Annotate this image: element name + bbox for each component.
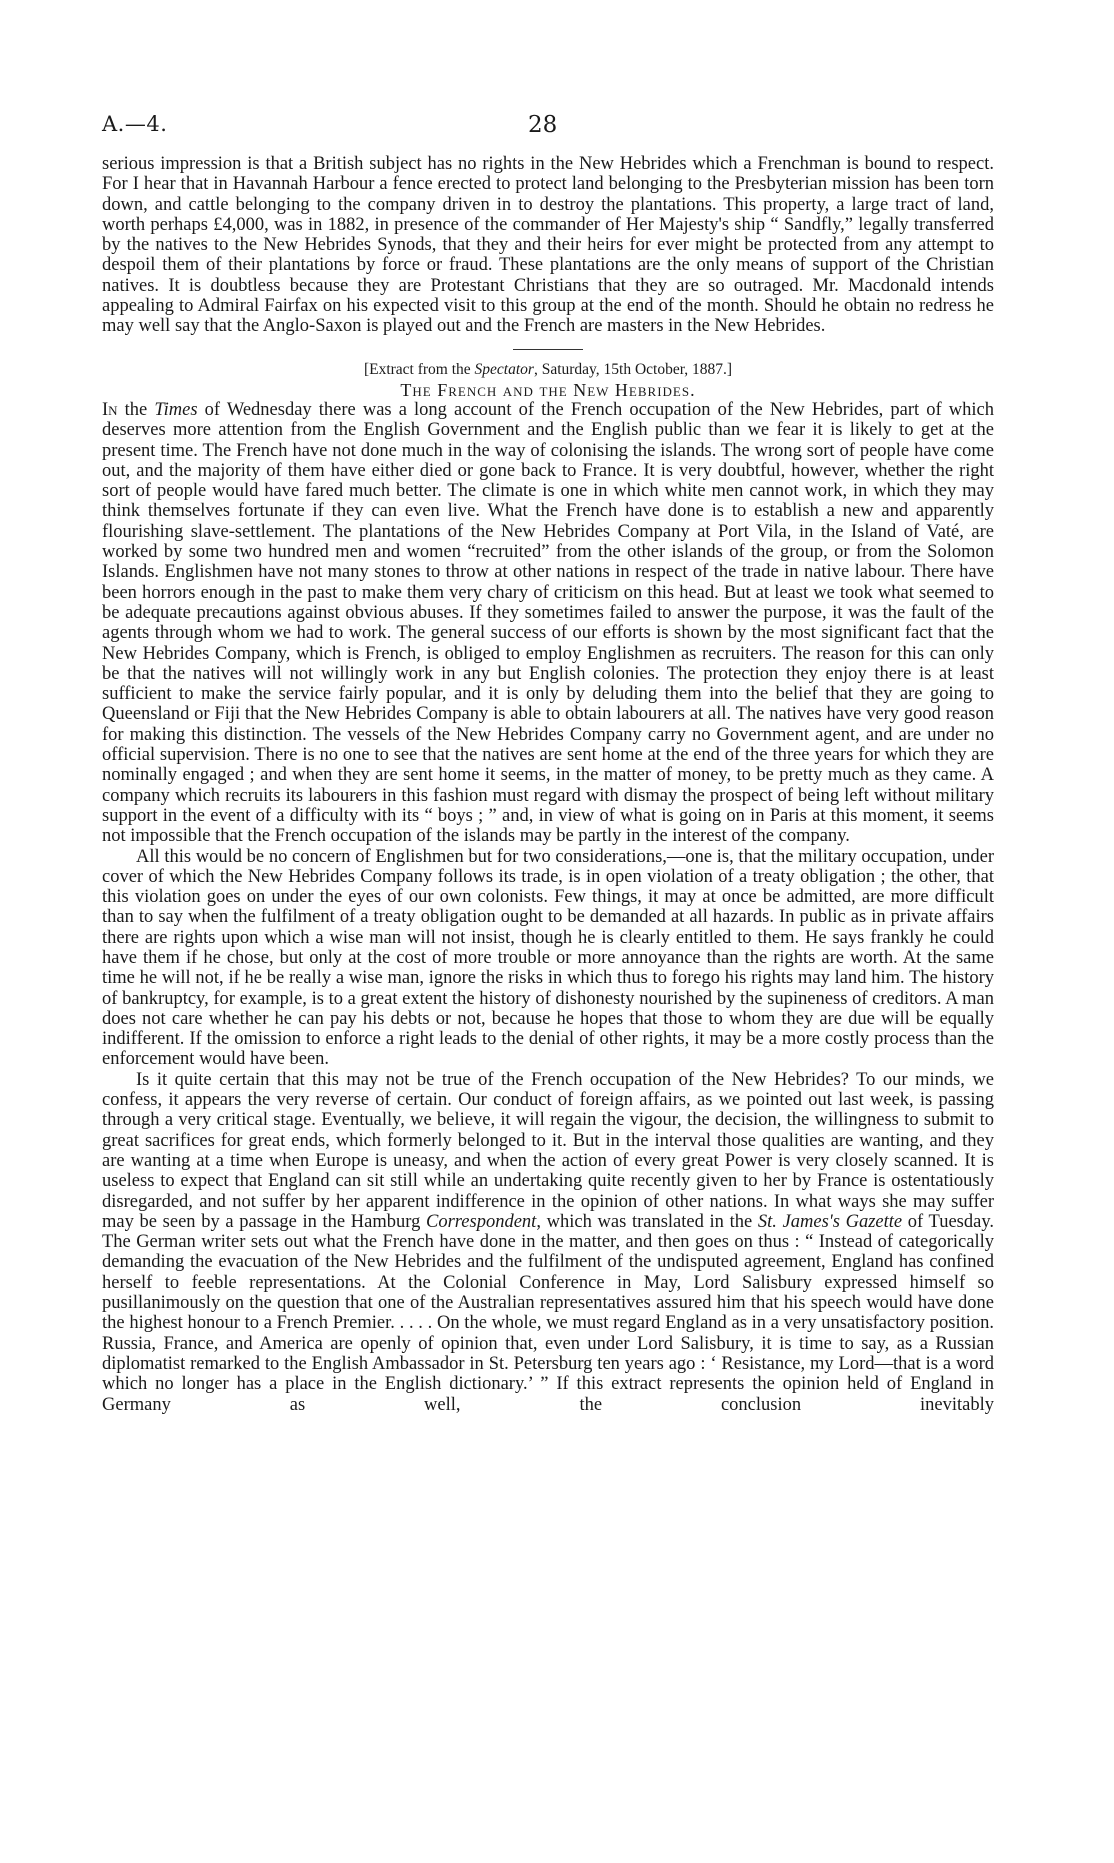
intro-paragraph: serious impression is that a British subject has no rights in the New Hebrides which a Frenchman is bound to respect. For I hear that in Havannah Harbour a fence erected to protect land belonging to the Presbyterian mission has been torn down, and cattle belonging to the company driven in to destroy the plantations. This property, a large tract of land, worth perhaps £4,000, was in 1882, in presence of the commander of Her Majesty's ship “ Sandfly,” legally transferred by the natives to the New Hebrides Synods, that they and their heirs for ever might be protected from any attempt to despoil them of their plantations by force or fraud. These plantations are the only means of support of the Christian natives. It is doubtless because they are Protestant Christians that they are so outraged. Mr. Macdonald intends appealing to Admiral Fairfax on his expected visit to this group at the end of the month. Should he obtain no redress he may well say that the Anglo-Saxon is played out and the French are masters in the New Hebrides. bbox=[102, 154, 994, 337]
times-citation: Times bbox=[154, 399, 198, 420]
article-title: The French and the New Hebrides. bbox=[400, 379, 696, 400]
extract-source-suffix: , Saturday, 15th October, 1887.] bbox=[533, 360, 733, 378]
article-paragraph-2: All this would be no concern of Englishmen but for two considerations,—one is, that the military occupation, under cover of which the New Hebrides Company follows its trade, is in open violation of a treaty obligation ; the other, that this violation goes on under the eyes of our own colonists. Few things, it may at once be admitted, are more difficult than to say when the fulfilment of a treaty obligation ought to be demanded at all hazards. In public as in private affairs there are rights upon which a wise man will not insist, though he is clearly entitled to them. He says frankly he could have them if he chose, but only at the cost of more trouble or more annoyance than the rights are worth. At the same time he will not, if he be really a wise man, ignore the risks in which thus to forego his rights may land him. The history of bankruptcy, for example, is to a great extent the history of dishonesty nourished by the supineness of creditors. A man does not care whether he can pay his debts or not, because he hopes that those to whom they are due will be equally indifferent. If the omission to enforce a right leads to the denial of other rights, it may be a more costly process than the enforcement would have been. bbox=[102, 846, 994, 1070]
article-paragraph-3: Is it quite certain that this may not be true of the French occupation of the New Hebrides? To our minds, we confess, it appears the very reverse of certain. Our conduct of foreign affairs, as we pointed out last week, is passing through a very critical stage. Eventually, we believe, it will regain the vigour, the decision, the willingness to submit to great sacrifices for great ends, which formerly belonged to it. But in the interval those qualities are wanting, and they are wanting at a time when Europe is uneasy, and when the action of every great Power is very closely scanned. It is useless to expect that England can sit still while an undertaking quite recently given to her by France is ostentatiously disregarded, and not suffer by her apparent indifference in the opinion of other nations. In what ways she may suffer may be seen by a passage in the Hamburg Correspondent, which was translated in the St. James's Gazette of Tuesday. The German writer sets out what the French have done in the matter, and then goes on thus : “ Instead of categorically demanding the evacuation of the New Hebrides and the fulfilment of the undisputed agreement, England has confined herself to feeble representations. At the Colonial Conference in May, Lord Salisbury expressed himself so pusillanimously on the question that one of the Australian representatives assured him that his speech would have done the highest honour to a French Premier. . . . . On the whole, we must regard England as in a very unsatisfactory position. Russia, France, and America are openly of opinion that, even under Lord Salisbury, it is time to say, as a Russian diplomatist remarked to the English Ambassador in St. Petersburg ten years ago : ‘ Resistance, my Lord—that is a word which no longer has a place in the English dictionary.’ ” If this extract represents the opinion held of England in Germany as well, the conclusion inevitably bbox=[102, 1069, 995, 1415]
page-number: 28 bbox=[528, 112, 558, 138]
extract-source-prefix: [Extract from the bbox=[363, 360, 475, 378]
page-body bbox=[102, 154, 994, 1415]
section-divider bbox=[513, 349, 583, 350]
article-paragraph-1: In the Times of Wednesday there was a long account of the French occupation of the New Hebrides, part of which deserves more attention from the English Government and the English public than we fear it is likely to get at the present time. The French have not done much in the way of colonising the islands. The wrong sort of people have come out, and the majority of them have either died or gone back to France. It is very doubtful, however, whether the right sort of people would have fared much better. The climate is one in which white men cannot work, in which they may think themselves fortunate if they can even live. What the French have done is to establish a new and apparently flourishing slave-settlement. The plantations of the New Hebrides Company at Port Vila, in the Island of Vaté, are worked by some two hundred men and women “recruited” from the other islands of the group, or from the Solomon Islands. Englishmen have not many stones to throw at other nations in respect of the trade in native labour. There have been horrors enough in the past to make them very chary of criticism on this head. But at least we took what seemed to be adequate precautions against obvious abuses. If they sometimes failed to answer the purpose, it was the fault of the agents through whom we had to work. The general success of our efforts is shown by the most significant fact that the New Hebrides Company, which is French, is obliged to employ Englishmen as recruiters. The reason for this can only be that the natives will not willingly work in any but English colonies. The protection they enjoy there is at least sufficient to make the service fairly popular, and it is only by deluding them into the belief that they are going to Queensland or Fiji that the New Hebrides Company is able to obtain labourers at all. The natives have very good reason for making this distinction. The vessels of the New Hebrides Company carry no Government agent, and are under no official supervision. There is no one to see that the natives are sent home at the end of the three years for which they are nominally engaged ; and when they are sent home it seems, in the matter of money, to be pretty much as they came. A company which recruits its labourers in this fashion must regard with dismay the prospect of being left without military support in the event of a difficulty with its “ boys ; ” and, in view of what is going on in Paris at this moment, it seems not impossible that the French occupation of the islands may be partly in the interest of the company. bbox=[102, 399, 994, 847]
correspondent-citation: Correspondent bbox=[426, 1211, 537, 1232]
gazette-citation: St. James's Gazette bbox=[757, 1211, 903, 1232]
extract-source-publication: Spectator bbox=[474, 360, 534, 378]
paragraph-dropcap: In bbox=[102, 399, 118, 420]
document-reference: A.—4. bbox=[102, 112, 168, 136]
extract-source bbox=[102, 360, 994, 380]
